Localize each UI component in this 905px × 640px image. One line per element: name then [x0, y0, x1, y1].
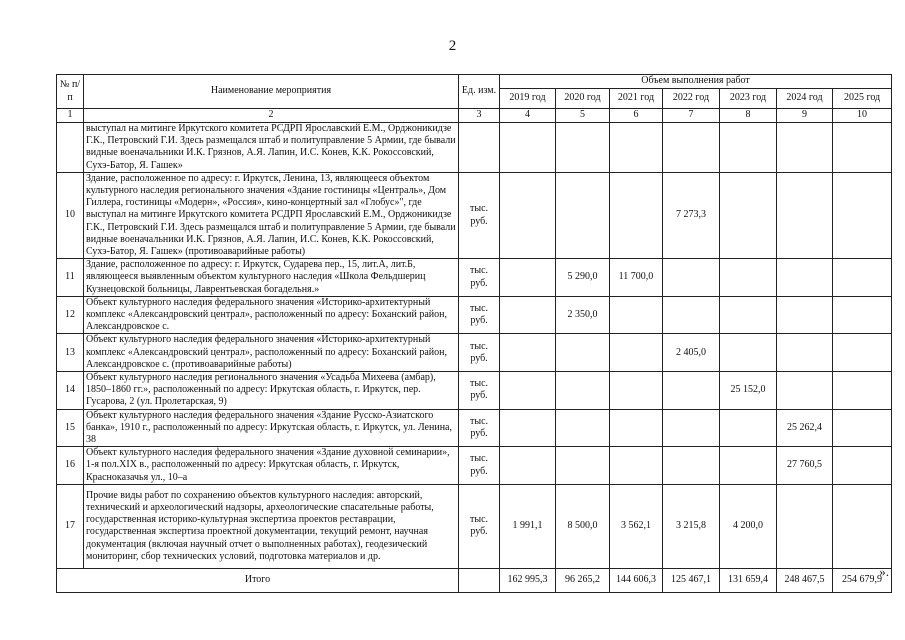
column-numbers-row	[57, 109, 892, 123]
row-value: 25 262,4	[777, 409, 833, 447]
header-num: № п/п	[57, 75, 84, 109]
row-value	[833, 172, 892, 258]
row-name: Объект культурного наследия федерального значения «Здание духовной семинарии», 1-я пол.XIX в., расположенный по адресу: Иркутская область, г. Иркутск, Красноказачья ул., 10–а	[84, 447, 459, 485]
header-year: 2019 год	[500, 89, 556, 109]
total-value: 125 467,1	[663, 568, 720, 592]
row-value	[663, 296, 720, 334]
row-value	[663, 409, 720, 447]
row-value: 3 562,1	[610, 484, 663, 568]
column-number: 5	[556, 109, 610, 123]
row-value	[720, 296, 777, 334]
row-value	[556, 123, 610, 173]
row-value	[833, 259, 892, 297]
table-row	[57, 484, 892, 568]
row-value	[720, 259, 777, 297]
column-number: 3	[459, 109, 500, 123]
row-value	[777, 484, 833, 568]
header-year: 2025 год	[833, 89, 892, 109]
row-value	[777, 296, 833, 334]
row-value	[833, 296, 892, 334]
row-number: 13	[57, 334, 84, 372]
row-value: 2 350,0	[556, 296, 610, 334]
row-value	[663, 447, 720, 485]
table-row	[57, 172, 892, 258]
row-value	[663, 372, 720, 410]
row-number: 15	[57, 409, 84, 447]
table-row	[57, 123, 892, 173]
row-value	[610, 123, 663, 173]
row-name: Объект культурного наследия федерального значения «Историко-архитектурный комплекс «Александровский централ», расположенный по адресу: Боханский район, Александровское с.	[84, 296, 459, 334]
row-value	[833, 409, 892, 447]
row-name: выступал на митинге Иркутского комитета РСДРП Ярославский Е.М., Орджоникидзе Г.К., Петровский Г.И. Здесь размещался штаб и политуправление 5 Армии, где бывали видные военачальники И.К. Грязнов, А.Я. Лапин, И.С. Конев, К.К. Рокоссовский, Сухэ-Батор, Я. Гашек»	[84, 123, 459, 173]
row-value	[777, 172, 833, 258]
row-value	[777, 259, 833, 297]
row-value: 2 405,0	[663, 334, 720, 372]
row-value	[833, 484, 892, 568]
row-name: Объект культурного наследия федерального значения «Историко-архитектурный комплекс «Александровский централ», расположенный по адресу: Боханский район, Александровское с. (противоаварийные работы)	[84, 334, 459, 372]
row-value	[500, 259, 556, 297]
row-unit	[459, 123, 500, 173]
column-number: 10	[833, 109, 892, 123]
table-row	[57, 409, 892, 447]
column-number: 8	[720, 109, 777, 123]
row-value	[720, 123, 777, 173]
row-value	[777, 334, 833, 372]
row-unit: тыс. руб.	[459, 409, 500, 447]
total-row	[57, 568, 892, 592]
row-value	[777, 372, 833, 410]
header-row-top	[57, 75, 892, 89]
row-value: 11 700,0	[610, 259, 663, 297]
table-row	[57, 259, 892, 297]
row-unit: тыс. руб.	[459, 296, 500, 334]
row-value	[663, 123, 720, 173]
header-year: 2023 год	[720, 89, 777, 109]
row-value: 1 991,1	[500, 484, 556, 568]
page-number: 2	[448, 38, 457, 54]
row-number	[57, 123, 84, 173]
header-unit: Ед. изм.	[459, 75, 500, 109]
closing-mark: ».	[879, 564, 889, 579]
row-number: 11	[57, 259, 84, 297]
row-value: 8 500,0	[556, 484, 610, 568]
row-number: 12	[57, 296, 84, 334]
total-unit	[459, 568, 500, 592]
row-value	[833, 447, 892, 485]
row-value: 7 273,3	[663, 172, 720, 258]
header-year: 2024 год	[777, 89, 833, 109]
row-name: Прочие виды работ по сохранению объектов культурного наследия: авторский, технический и археологический надзоры, археологические спасательные работы, государственная историко-культурная экспертиза проектов реставрации, государственная экспертиза проектной документации, текущий ремонт, научная документация (включая научный отчет о выполненных работах), геодезический мониторинг, сбор технических условий, подготовка материалов и др.	[84, 484, 459, 568]
column-number: 4	[500, 109, 556, 123]
row-value	[500, 447, 556, 485]
row-name: Здание, расположенное по адресу: г. Иркутск, Ленина, 13, являющееся объектом культурного наследия регионального значения «Здание гостиницы «Централь», Дом Гиллера, гостиницы «Модерн», «Россия», кино-концертный зал «Глобус»", где выступал на митинге Иркутского комитета РСДРП Ярославский Е.М., Орджоникидзе Г.К., Петровский Г.И. Здесь размещался штаб и политуправление 5 Армии, где бывали видные военачальники И.К. Грязнов, А.Я. Лапин, И.С. Конев, К.К. Рокоссовский, Сухэ-Батор, Я. Гашек» (противоаварийные работы)	[84, 172, 459, 258]
column-number: 9	[777, 109, 833, 123]
row-number: 14	[57, 372, 84, 410]
row-value	[720, 172, 777, 258]
row-value	[610, 447, 663, 485]
total-value: 144 606,3	[610, 568, 663, 592]
row-value	[833, 123, 892, 173]
total-value: 162 995,3	[500, 568, 556, 592]
total-value: 254 679,9	[833, 568, 892, 592]
header-name: Наименование мероприятия	[84, 75, 459, 109]
row-value	[833, 334, 892, 372]
row-number: 16	[57, 447, 84, 485]
total-value: 248 467,5	[777, 568, 833, 592]
row-value	[663, 259, 720, 297]
column-number: 2	[84, 109, 459, 123]
row-value	[500, 334, 556, 372]
row-value: 25 152,0	[720, 372, 777, 410]
row-value	[610, 172, 663, 258]
row-value	[610, 409, 663, 447]
total-value: 96 265,2	[556, 568, 610, 592]
row-value: 27 760,5	[777, 447, 833, 485]
total-value: 131 659,4	[720, 568, 777, 592]
row-value: 3 215,8	[663, 484, 720, 568]
row-unit: тыс. руб.	[459, 447, 500, 485]
row-value	[720, 334, 777, 372]
table-row	[57, 447, 892, 485]
row-value: 5 290,0	[556, 259, 610, 297]
row-value	[500, 123, 556, 173]
row-value	[556, 447, 610, 485]
header-volume-group: Объем выполнения работ	[500, 75, 892, 89]
row-value	[556, 172, 610, 258]
row-value	[720, 447, 777, 485]
row-value	[833, 372, 892, 410]
row-value: 4 200,0	[720, 484, 777, 568]
row-unit: тыс. руб.	[459, 334, 500, 372]
table-row	[57, 296, 892, 334]
row-value	[500, 409, 556, 447]
row-value	[500, 296, 556, 334]
row-unit: тыс. руб.	[459, 484, 500, 568]
header-year: 2022 год	[663, 89, 720, 109]
row-number: 10	[57, 172, 84, 258]
row-value	[556, 334, 610, 372]
total-label: Итого	[57, 568, 459, 592]
row-number: 17	[57, 484, 84, 568]
column-number: 1	[57, 109, 84, 123]
row-value	[500, 372, 556, 410]
column-number: 6	[610, 109, 663, 123]
row-value	[610, 372, 663, 410]
row-unit: тыс. руб.	[459, 172, 500, 258]
row-value	[610, 296, 663, 334]
column-number: 7	[663, 109, 720, 123]
header-year: 2021 год	[610, 89, 663, 109]
row-value	[500, 172, 556, 258]
row-name: Здание, расположенное по адресу: г. Иркутск, Сударева пер., 15, лит.А, лит.Б, являющееся выявленным объектом культурного наследия «Школа Фельдшериц Кузнецовской больницы, Лаврентьевская богадельня.»	[84, 259, 459, 297]
table-row	[57, 372, 892, 410]
row-unit: тыс. руб.	[459, 259, 500, 297]
row-name: Объект культурного наследия регионального значения «Усадьба Михеева (амбар), 1850–1860 гг.», расположенный по адресу: Иркутская область, г. Иркутск, пер. Гусарова, 2 (ул. Пролетарская, 9)	[84, 372, 459, 410]
row-name: Объект культурного наследия федерального значения «Здание Русско-Азиатского банка», 1910 г., расположенный по адресу: Иркутская область, г. Иркутск, ул. Ленина, 38	[84, 409, 459, 447]
row-value	[556, 409, 610, 447]
row-value	[556, 372, 610, 410]
table-body	[57, 75, 892, 593]
table-row	[57, 334, 892, 372]
header-year: 2020 год	[556, 89, 610, 109]
works-volume-table	[56, 74, 892, 593]
row-value	[720, 409, 777, 447]
row-unit: тыс. руб.	[459, 372, 500, 410]
row-value	[777, 123, 833, 173]
row-value	[610, 334, 663, 372]
